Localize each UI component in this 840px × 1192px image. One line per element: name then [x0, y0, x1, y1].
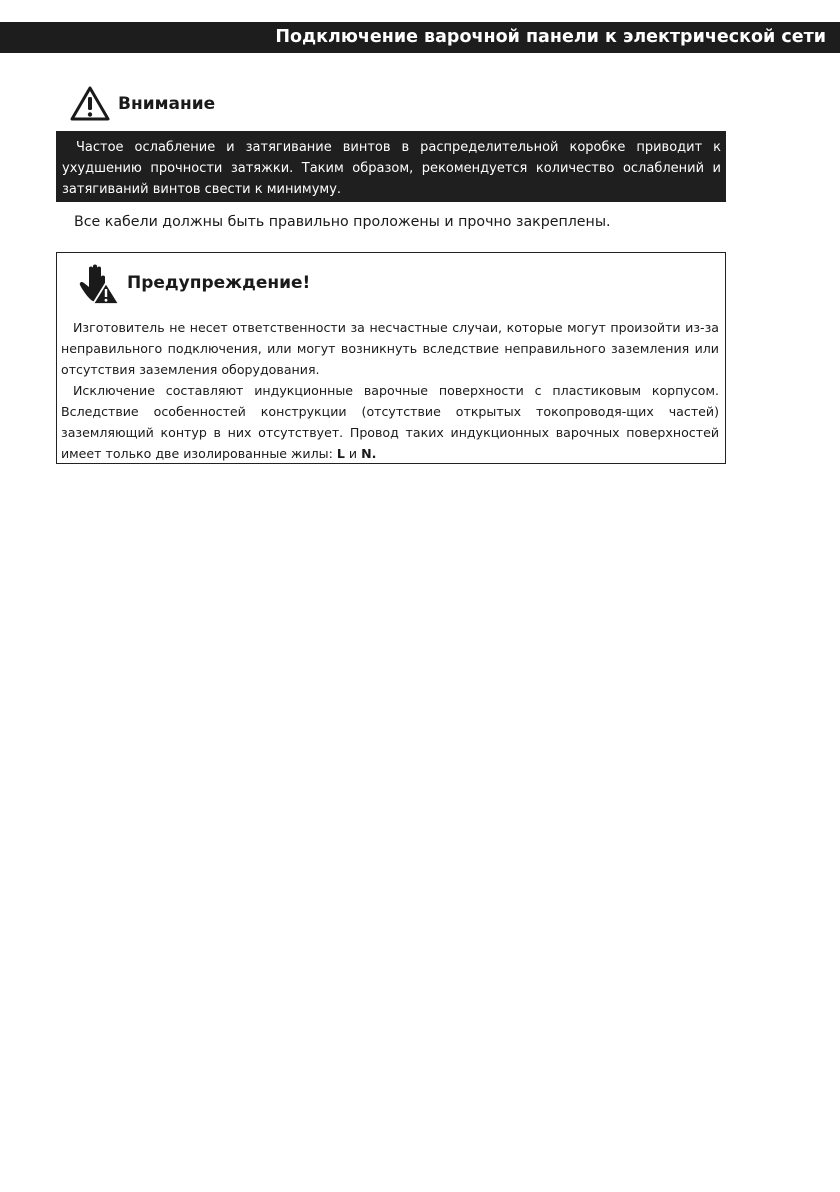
warning-triangle-icon: [68, 84, 112, 124]
warning-paragraph: Изготовитель не несет ответственности за несчастные случаи, которые могут произойти из-за неправильного подключения, или могут возникнуть вследствие неправильного заземления или отсутствия заземления оборудования.: [61, 320, 719, 377]
attention-heading: [68, 82, 215, 126]
warning-paragraph: [61, 380, 719, 464]
warning-heading-label: Предупреждение!: [127, 273, 311, 293]
page-title: Подключение варочной панели к электрической сети: [275, 27, 826, 47]
stop-hand-warning-icon: [75, 261, 121, 305]
wire-l-label: L: [336, 446, 345, 461]
warning-body: [61, 317, 719, 464]
cables-note: Все кабели должны быть правильно проложены и прочно закреплены.: [74, 214, 611, 230]
warning-notice: [56, 252, 726, 464]
wire-n-label: N.: [361, 446, 377, 461]
attention-notice: Частое ослабление и затягивание винтов в распределительной коробке приводит к ухудшению прочности затяжки. Таким образом, рекомендуется количество ослаблений и затягиваний винтов свести к минимуму.: [56, 131, 726, 202]
conjunction-text: и: [348, 446, 358, 461]
header-bar: [0, 22, 840, 53]
warning-paragraph-text: Исключение составляют индукционные варочные поверхности с пластиковым корпусом. Вследствие особенностей конструкции (отсутствие открытых токопроводя-щих частей) заземляющий контур в них отсутствует. Провод таких индукционных варочных поверхностей имеет только две изолированные жилы:: [61, 383, 719, 461]
attention-heading-label: Внимание: [118, 94, 216, 114]
warning-heading: [75, 261, 310, 305]
